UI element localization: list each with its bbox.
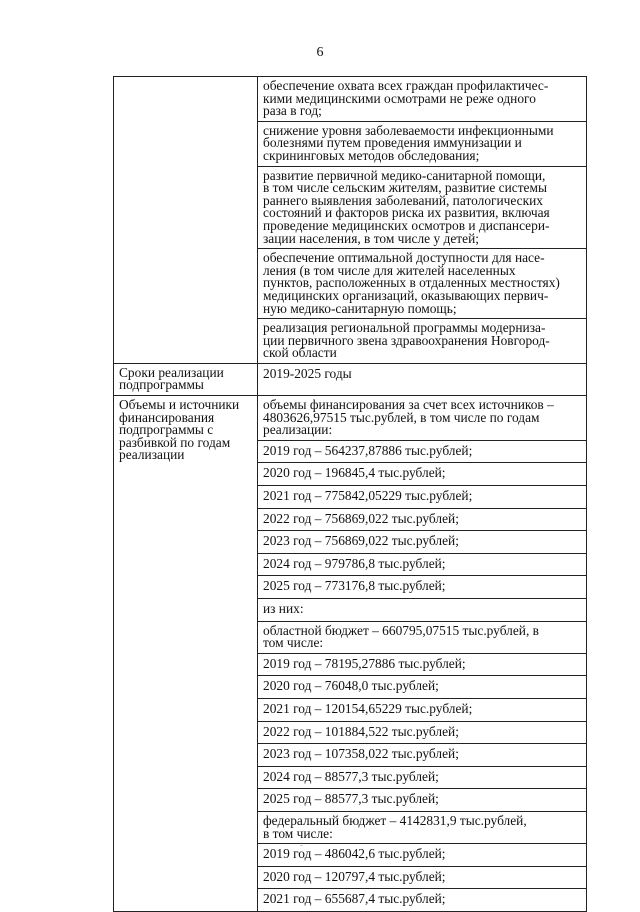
text-line: том числе: [263,635,324,651]
list-item [258,396,586,440]
list-item [258,364,586,386]
list-item [258,621,586,653]
list-item [258,530,586,553]
text-line: ную медико-санитарную помощь; [263,300,457,316]
list-item [258,721,586,744]
text-line: 2019 год – 78195,27886 тыс.рублей; [263,655,466,671]
text-line: 4803626,97515 тыс.рублей, в том числе по годам [263,409,540,425]
text-line: 2019-2025 годы [263,365,352,381]
text-line: ции первичного звена здравоохранения Новгород- [263,332,550,348]
text-line: областной бюджет – 660795,07515 тыс.рублей, в [263,622,539,638]
text-line: обеспечение оптимальной доступности для насе- [263,250,545,266]
list-item [258,766,586,789]
list-item [258,248,586,318]
row-content-cell [258,363,587,395]
text-line: 2022 год – 101884,522 тыс.рублей; [263,723,459,739]
text-line: развитие первичной медико-санитарной помощи, [263,167,546,183]
text-line: ления (в том числе для жителей населенных [263,262,516,278]
row-label-cell [114,77,258,364]
text-line: 2019 год – 564237,87886 тыс.рублей; [263,442,473,458]
list-item [258,77,586,121]
list-item [258,166,586,249]
text-line: 2019 год – 486042,6 тыс.рублей; [263,846,446,862]
table-row [114,77,587,364]
text-line: 2020 год – 120797,4 тыс.рублей; [263,868,446,884]
list-item [258,675,586,698]
table-body [114,77,587,912]
text-line: болезнями путем проведения иммунизации и [263,135,522,151]
list-item [258,866,586,889]
row-label: Объемы и источники финансирования подпрограммы с разбивкой по годам реализации [119,397,240,463]
text-line: 2021 год – 655687,4 тыс.рублей; [263,891,446,907]
text-line: в том числе сельским жителям, развитие системы [263,180,547,196]
row-label-cell [114,396,258,912]
list-item [258,121,586,166]
text-line: зации населения, в том числе у детей; [263,230,479,246]
text-line: объемы финансирования за счет всех источников – [263,397,554,413]
table-row [114,396,587,912]
text-line: состояний и факторов риска их развития, включая [263,205,550,221]
row-label [114,77,257,83]
text-line: медицинских организаций, оказывающих первич- [263,287,549,303]
text-line: 2021 год – 120154,65229 тыс.рублей; [263,700,473,716]
list-item [258,743,586,766]
text-line: 2024 год – 979786,8 тыс.рублей; [263,555,446,571]
text-line: ской области [263,345,337,361]
passport-table [113,76,587,912]
text-line: раза в год; [263,103,322,119]
list-item [258,440,586,463]
list-item [258,843,586,866]
text-line: снижение уровня заболеваемости инфекционными [263,122,554,138]
page-number: 6 [316,45,324,60]
text-line: 2020 год – 76048,0 тыс.рублей; [263,678,439,694]
text-line: из них: [263,601,304,616]
text-line: 2025 год – 773176,8 тыс.рублей; [263,578,446,594]
list-item [258,598,586,621]
text-line: обеспечение охвата всех граждан профилактичес- [263,78,549,93]
text-line: скрининговых методов обследования; [263,147,480,163]
text-line: реализация региональной программы модерниза- [263,320,546,336]
text-line: 2022 год – 756869,022 тыс.рублей; [263,510,459,526]
text-line: 2025 год – 88577,3 тыс.рублей; [263,791,439,807]
list-item [258,485,586,508]
list-item [258,888,586,911]
scan-mark [300,845,303,846]
text-line: 2024 год – 88577,3 тыс.рублей; [263,768,439,784]
text-line: 2020 год – 196845,4 тыс.рублей; [263,465,446,481]
text-line: 2023 год – 756869,022 тыс.рублей; [263,533,459,549]
list-item [258,553,586,576]
list-item [258,698,586,721]
row-content-cell [258,77,587,364]
table-row [114,363,587,395]
list-item [258,575,586,598]
row-label: Сроки реализации подпрограммы [119,364,224,393]
row-content-cell [258,396,587,912]
list-item [258,508,586,531]
text-line: пунктов, расположенных в отдаленных местностях) [263,275,560,291]
text-line: в том числе: [263,825,333,841]
text-line: 2023 год – 107358,022 тыс.рублей; [263,746,459,762]
text-line: 2021 год – 775842,05229 тыс.рублей; [263,488,473,504]
text-line: раннего выявления заболеваний, патологических [263,192,543,208]
list-item [258,788,586,811]
list-item [258,462,586,485]
list-item [258,653,586,676]
text-line: реализации: [263,422,333,438]
text-line: федеральный бюджет – 4142831,9 тыс.рублей, [263,812,527,828]
list-item [258,318,586,363]
text-line: проведение медицинских осмотров и диспансери- [263,217,550,233]
list-item [258,811,586,843]
row-label-cell [114,363,258,395]
text-line: кими медицинскими осмотрами не реже одного [263,90,536,106]
